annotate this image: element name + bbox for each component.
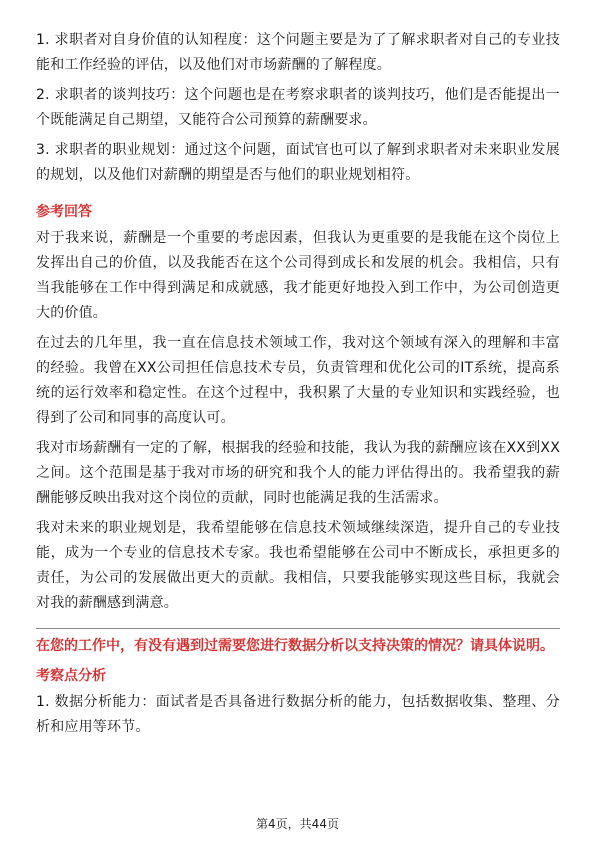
reference-paragraph-1: 对于我来说，薪酬是一个重要的考虑因素，但我认为更重要的是我能在这个岗位上发挥出自己的价值，以及我能否在这个公司得到成长和发展的机会。我相信，只有当我能够在工作中得到满足和成就感，我才能更好地投入到工作中，为公司创造更大的价值。 (36, 230, 560, 321)
analysis-point-2: 2. 求职者的谈判技巧：这个问题也是在考察求职者的谈判技巧，他们是否能提出一个既能满足自己期望，又能符合公司预算的薪酬要求。 (36, 87, 560, 128)
analysis-heading: 考察点分析 (36, 668, 106, 684)
analysis-point-3: 3. 求职者的职业规划：通过这个问题，面试官也可以了解到求职者对未来职业发展的规划，以及他们对薪酬的期望是否与他们的职业规划相符。 (36, 142, 560, 183)
reference-heading: 参考回答 (36, 204, 92, 220)
reference-paragraph-2: 在过去的几年里，我一直在信息技术领域工作，我对这个领域有深入的理解和丰富的经验。我曾在XX公司担任信息技术专员，负责管理和优化公司的IT系统，提高系统的运行效率和稳定性。在这个过程中，我积累了大量的专业知识和实践经验，也得到了公司和同事的高度认可。 (36, 335, 560, 426)
interview-question: 在您的工作中，有没有遇到过需要您进行数据分析以支持决策的情况？请具体说明。 (36, 638, 554, 654)
section-divider (36, 628, 560, 629)
document-page (36, 28, 560, 745)
analysis-point-1: 1. 求职者对自身价值的认知程度：这个问题主要是为了了解求职者对自己的专业技能和工作经验的评估，以及他们对市场薪酬的了解程度。 (36, 32, 560, 73)
page-footer: 第4页，共44页 (256, 817, 339, 831)
reference-paragraph-4: 我对未来的职业规划是，我希望能够在信息技术领域继续深造，提升自己的专业技能，成为一个专业的信息技术专家。我也希望能够在公司中不断成长，承担更多的责任，为公司的发展做出更大的贡献。我相信，只要我能够实现这些目标，我就会对我的薪酬感到满意。 (36, 520, 560, 611)
reference-paragraph-3: 我对市场薪酬有一定的了解，根据我的经验和技能，我认为我的薪酬应该在XX到XX之间。这个范围是基于我对市场的研究和我个人的能力评估得出的。我希望我的薪酬能够反映出我对这个岗位的贡献，同时也能满足我的生活需求。 (36, 440, 560, 506)
next-analysis-point-1: 1. 数据分析能力：面试者是否具备进行数据分析的能力，包括数据收集、整理、分析和应用等环节。 (36, 694, 560, 735)
